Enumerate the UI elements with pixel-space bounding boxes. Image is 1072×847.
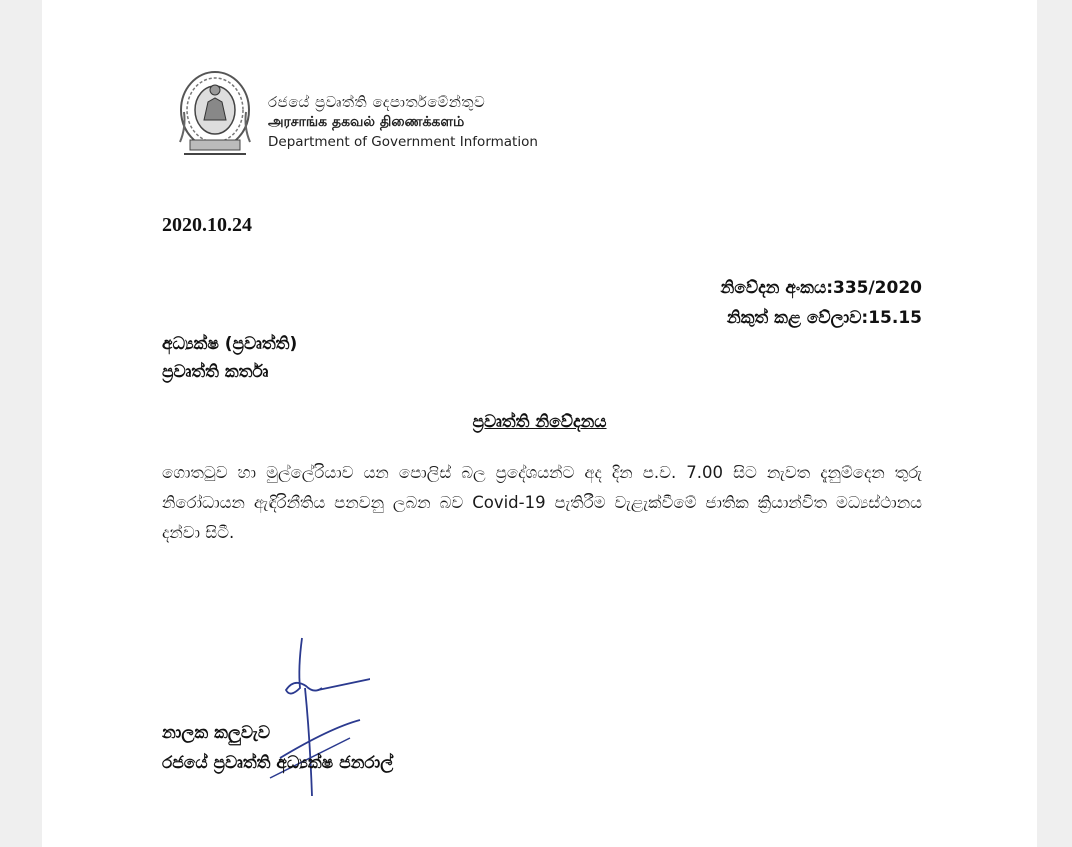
notice-body: ගොතටුව හා මුල්ලේරියාව යන පොලිස් බල ප්‍රදේශයන්ට අද දින ප.ව. 7.00 සිට නැවත දැනුම්දෙන තුරු නිරෝධායන ඇඳිරිනීතිය පනවනු ලබන බව Covid-19 පැතිරීම වැළැක්වීමේ ජාතික ක්‍රියාන්විත මධ්‍යස්ථානය දන්වා සිටී. — [162, 463, 922, 542]
addressee-block — [162, 330, 297, 386]
document-page — [42, 0, 1037, 847]
signatory-name: නාලක කලුවැව — [162, 723, 271, 743]
dept-name-sinhala: රජයේ ප්‍රවෘත්ති දෙපාර්තමේන්තුව — [268, 93, 486, 111]
reference-block — [721, 273, 923, 333]
dept-name-english: Department of Government Information — [268, 134, 538, 150]
addressee-line-2: ප්‍රවෘත්ති කර්තෘ — [162, 362, 269, 382]
issue-date: 2020.10.24 — [162, 214, 252, 236]
signatory-block — [162, 718, 393, 778]
addressee-line-1: අධ්‍යක්ෂ (ප්‍රවෘත්ති) — [162, 334, 298, 354]
sri-lanka-emblem-icon — [176, 68, 254, 160]
notice-number: නිවේදන අංකය:335/2020 — [720, 278, 922, 298]
issue-time: නිකුත් කළ වේලාව:15.15 — [726, 308, 922, 328]
notice-title: ප්‍රවෘත්ති නිවේදනය — [472, 412, 607, 432]
dept-name-tamil: அரசாங்க தகவல் திணைக்களம் — [268, 114, 465, 130]
department-name — [268, 92, 538, 152]
letterhead — [176, 68, 596, 163]
signatory-title: රජයේ ප්‍රවෘත්ති අධ්‍යක්ෂ ජනරාල් — [162, 753, 394, 773]
